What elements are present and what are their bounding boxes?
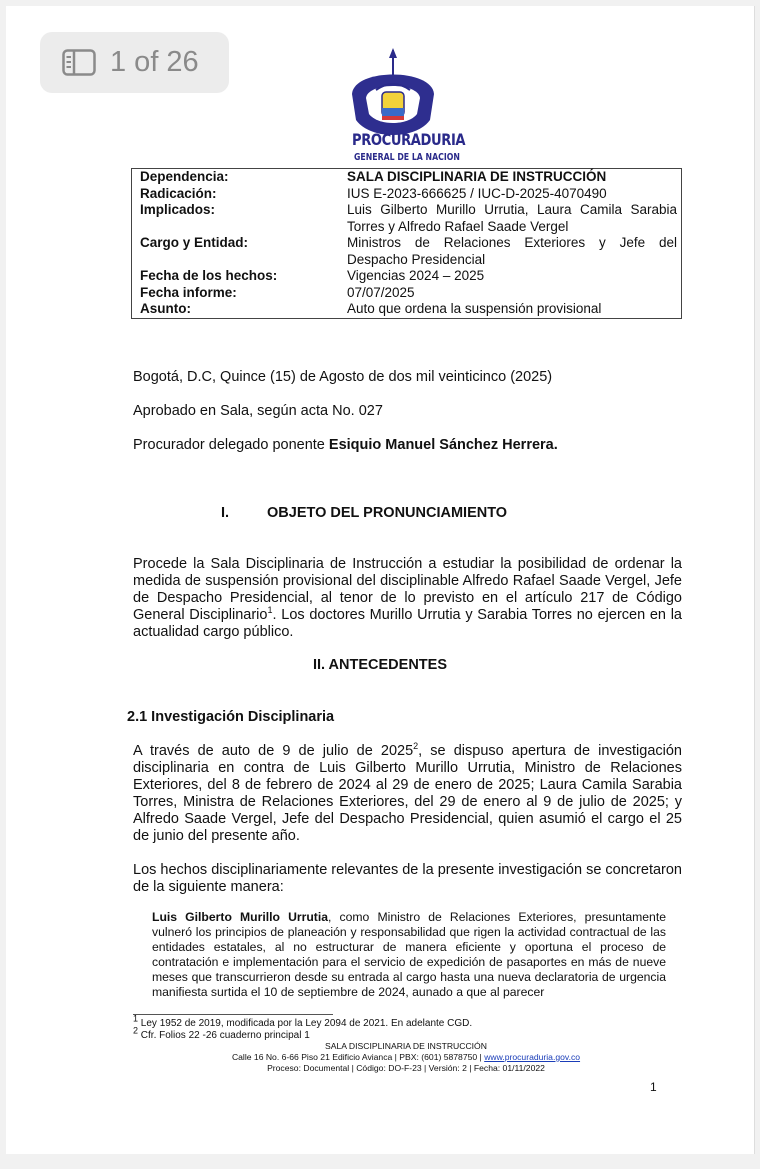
table-row [132,268,682,285]
ponente-line [133,437,682,454]
footnote-divider [133,1014,333,1015]
footer-process: Proceso: Documental | Código: DO-F-23 | Versión: 2 | Fecha: 01/11/2022 [267,1063,545,1073]
row-value: SALA DISCIPLINARIA DE INSTRUCCIÓN [347,169,607,184]
row-value: Vigencias 2024 – 2025 [347,268,485,283]
row-label: Cargo y Entidad: [140,235,249,250]
row-label: Implicados: [140,202,216,217]
row-label: Fecha de los hechos: [140,268,278,283]
table-row [132,186,682,203]
footer-website-link[interactable]: www.procuraduria.gov.co [484,1052,581,1062]
ponente-name: Esiquio Manuel Sánchez Herrera. [328,437,558,453]
row-value: Luis Gilberto Murillo Urrutia, Laura Camila Sarabia Torres y Alfredo Rafael Saade Vergel [347,202,677,234]
ponente-prefix: Procurador delegado ponente [133,437,329,453]
section-1-paragraph [133,556,682,641]
document-page [6,6,755,1154]
footnote-text: Ley 1952 de 2019, modificada por la Ley 2094 de 2021. En adelante CGD. [138,1018,473,1029]
footnote-ref: 1 [267,605,273,616]
footnote-text: Cfr. Folios 22 -26 cuaderno principal 1 [138,1030,310,1041]
footnote-number: 2 [133,1025,139,1036]
row-label: Radicación: [140,185,217,201]
date-line: Bogotá, D.C, Quince (15) de Agosto de dos mil veinticinco (2025) [133,369,553,385]
row-label: Fecha informe: [140,284,237,300]
para-text: A través de auto de 9 de julio de 2025 [133,743,414,759]
quote-name: Luis Gilberto Murillo Urrutia [152,910,329,924]
approved-line: Aprobado en Sala, según acta No. 027 [133,403,383,419]
quoted-facts [152,910,666,1000]
row-label: Asunto: [140,301,191,316]
page-indicator-label: 1 of 26 [110,46,199,78]
section-2-subtitle: 2.1 Investigación Disciplinaria [127,709,335,725]
para-text: . Los doctores Murillo Urrutia y Sarabia Torres no ejercen en la actualidad cargo público. [133,607,682,640]
section-2-title: II. ANTECEDENTES [312,657,447,673]
table-row [132,301,682,318]
section-1-title: OBJETO DEL PRONUNCIAMIENTO [267,505,508,521]
logo-subtitle: GENERAL DE LA NACION [354,152,460,163]
sidebar-icon [62,49,96,76]
para-text: , se dispuso apertura de investigación disciplinaria en contra de Luis Gilberto Murillo Urrutia, Ministro de Relaciones Exteriores, del 8 de febrero de 2024 al 29 de enero de 2025; Laura Camila Sarabia Torres, Ministra de Relaciones Exteriores, del 29 de enero al 9 de julio de 2025; y Alfredo Saade Vergel, Jefe del Despacho Presidencial, quien asumió el cargo el 25 de junio del presente año. [133,743,682,844]
footer-address-text: Calle 16 No. 6-66 Piso 21 Edificio Avianca | PBX: (601) 5878750 | [231,1052,485,1062]
footer-address [156,1052,656,1063]
footer-office: SALA DISCIPLINARIA DE INSTRUCCIÓN [325,1041,487,1051]
page-number: 1 [650,1080,657,1094]
row-label: Dependencia: [140,169,229,184]
table-row [132,285,682,302]
section-2-paragraph-2: Los hechos disciplinariamente relevantes de la presente investigación se concretaron de la siguiente manera: [133,862,682,895]
row-value: Ministros de Relaciones Exteriores y Jefe del Despacho Presidencial [347,235,677,267]
quote-text: , como Ministro de Relaciones Exteriores, presuntamente vulneró los principios de planeación y responsabilidad que rigen la actividad contractual de las entidades estatales, al no estructurar de manera eficiente y oportuna el proceso de contratación e implementación para el servicio de expedición de pasaportes en más de nueve meses que transcurrieron desde su entrada al cargo hasta una nueva declaratoria de urgencia manifiesta surtida el 10 de septiembre de 2024, aunado a que al parecer [152,910,666,999]
section-1-number: I. [221,505,230,521]
page-indicator[interactable] [40,32,229,93]
footnote-number: 1 [133,1013,139,1024]
row-value: IUS E-2023-666625 / IUC-D-2025-4070490 [347,185,607,201]
table-row [132,202,682,235]
table-row [132,169,682,186]
para-text: Procede la Sala Disciplinaria de Instrucción a estudiar la posibilidad de ordenar la medida de suspensión provisional del disciplinable Alfredo Rafael Saade Vergel, Jefe de Despacho Presidencial, al tenor de lo previsto en el artículo 217 de Código General Disciplinario [133,556,682,623]
footnote-1 [133,1013,473,1030]
row-value: 07/07/2025 [347,284,415,300]
footnote-ref: 2 [413,741,419,752]
row-value: Auto que ordena la suspensión provisional [347,301,602,316]
section-2-paragraph-1 [133,743,682,845]
logo-title: PROCURADURIA [352,130,466,149]
table-row [132,235,682,268]
case-info-table [131,168,682,319]
